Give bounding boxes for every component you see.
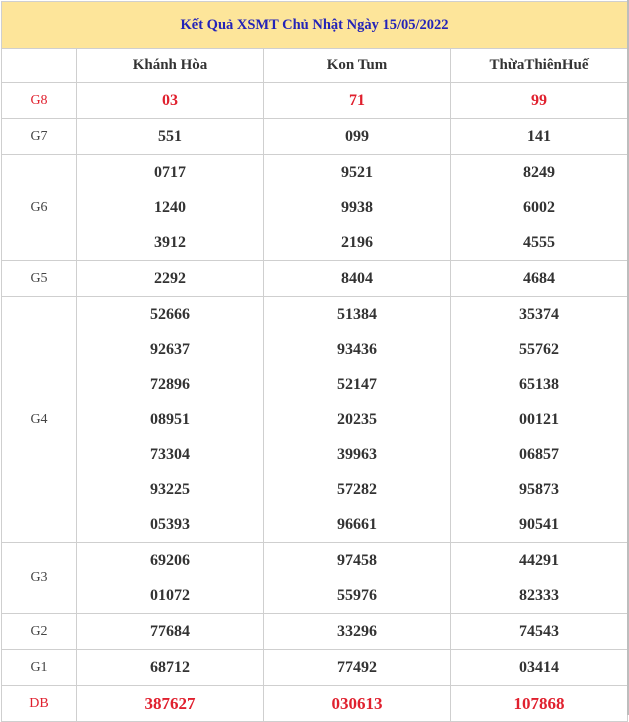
prize-cell [264, 297, 451, 543]
lottery-results-table [1, 1, 628, 722]
prize-cell [264, 543, 451, 614]
prize-number: 82333 [519, 587, 559, 604]
prize-row-g8 [2, 83, 628, 119]
corner-cell [2, 49, 77, 83]
prize-cell [451, 614, 628, 650]
prize-label: G8 [2, 83, 77, 119]
prize-number: 52147 [337, 376, 377, 393]
prize-number: 57282 [337, 481, 377, 498]
prize-number: 03 [162, 92, 178, 109]
prize-number: 03414 [519, 659, 559, 676]
prize-cell [264, 119, 451, 155]
prize-row-g7 [2, 119, 628, 155]
prize-number: 39963 [337, 446, 377, 463]
province-header: ThừaThiênHuế [451, 49, 628, 83]
prize-row-g6 [2, 155, 628, 261]
prize-cell [77, 543, 264, 614]
prize-number: 99 [531, 92, 547, 109]
prize-cell [451, 83, 628, 119]
prize-label: G1 [2, 650, 77, 686]
prize-label: G5 [2, 261, 77, 297]
table-title: Kết Quả XSMT Chủ Nhật Ngày 15/05/2022 [2, 2, 628, 49]
prize-number: 20235 [337, 411, 377, 428]
prize-number: 1240 [154, 199, 186, 216]
prize-label: G4 [2, 297, 77, 543]
prize-label: G2 [2, 614, 77, 650]
title-row [2, 2, 628, 49]
province-header-row [2, 49, 628, 83]
prize-row-db [2, 686, 628, 722]
prize-number: 2292 [154, 270, 186, 287]
prize-cell [451, 686, 628, 722]
prize-number: 72896 [150, 376, 190, 393]
province-header: Khánh Hòa [77, 49, 264, 83]
prize-cell [264, 83, 451, 119]
prize-number: 0717 [154, 164, 186, 181]
special-prize-number: 387627 [144, 694, 196, 713]
prize-number: 74543 [519, 623, 559, 640]
prize-number: 65138 [519, 376, 559, 393]
province-header: Kon Tum [264, 49, 451, 83]
prize-row-g4 [2, 297, 628, 543]
special-prize-number: 107868 [513, 694, 565, 713]
prize-label: DB [2, 686, 77, 722]
prize-number: 9521 [341, 164, 373, 181]
prize-number: 05393 [150, 516, 190, 533]
special-prize-number: 030613 [331, 694, 383, 713]
prize-number: 77492 [337, 659, 377, 676]
prize-number: 69206 [150, 552, 190, 569]
prize-cell [77, 297, 264, 543]
prize-number: 141 [527, 128, 551, 145]
prize-number: 95873 [519, 481, 559, 498]
prize-number: 6002 [523, 199, 555, 216]
prize-number: 3912 [154, 234, 186, 251]
prize-cell [264, 686, 451, 722]
prize-number: 9938 [341, 199, 373, 216]
prize-cell [451, 543, 628, 614]
prize-number: 8249 [523, 164, 555, 181]
prize-number: 93436 [337, 341, 377, 358]
prize-number: 33296 [337, 623, 377, 640]
prize-cell [451, 155, 628, 261]
prize-row-g1 [2, 650, 628, 686]
prize-cell [77, 83, 264, 119]
prize-row-g2 [2, 614, 628, 650]
prize-cell [451, 261, 628, 297]
prize-cell [77, 650, 264, 686]
prize-number: 71 [349, 92, 365, 109]
prize-number: 55762 [519, 341, 559, 358]
prize-number: 90541 [519, 516, 559, 533]
prize-row-g5 [2, 261, 628, 297]
prize-label: G7 [2, 119, 77, 155]
prize-number: 099 [345, 128, 369, 145]
prize-number: 77684 [150, 623, 190, 640]
prize-number: 73304 [150, 446, 190, 463]
prize-number: 92637 [150, 341, 190, 358]
prize-cell [451, 119, 628, 155]
prize-number: 00121 [519, 411, 559, 428]
prize-number: 551 [158, 128, 182, 145]
prize-number: 51384 [337, 306, 377, 323]
prize-cell [264, 650, 451, 686]
prize-cell [264, 155, 451, 261]
prize-number: 55976 [337, 587, 377, 604]
prize-cell [264, 261, 451, 297]
prize-cell [451, 650, 628, 686]
prize-number: 4555 [523, 234, 555, 251]
prize-number: 8404 [341, 270, 373, 287]
prize-number: 44291 [519, 552, 559, 569]
prize-number: 35374 [519, 306, 559, 323]
prize-cell [451, 297, 628, 543]
prize-number: 4684 [523, 270, 555, 287]
prize-cell [77, 686, 264, 722]
prize-row-g3 [2, 543, 628, 614]
prize-number: 08951 [150, 411, 190, 428]
prize-number: 52666 [150, 306, 190, 323]
prize-cell [77, 614, 264, 650]
prize-label: G6 [2, 155, 77, 261]
prize-cell [77, 155, 264, 261]
prize-number: 97458 [337, 552, 377, 569]
prize-number: 01072 [150, 587, 190, 604]
prize-number: 06857 [519, 446, 559, 463]
prize-number: 68712 [150, 659, 190, 676]
prize-number: 93225 [150, 481, 190, 498]
prize-cell [77, 119, 264, 155]
prize-number: 96661 [337, 516, 377, 533]
prize-number: 2196 [341, 234, 373, 251]
prize-cell [264, 614, 451, 650]
prize-label: G3 [2, 543, 77, 614]
prize-cell [77, 261, 264, 297]
